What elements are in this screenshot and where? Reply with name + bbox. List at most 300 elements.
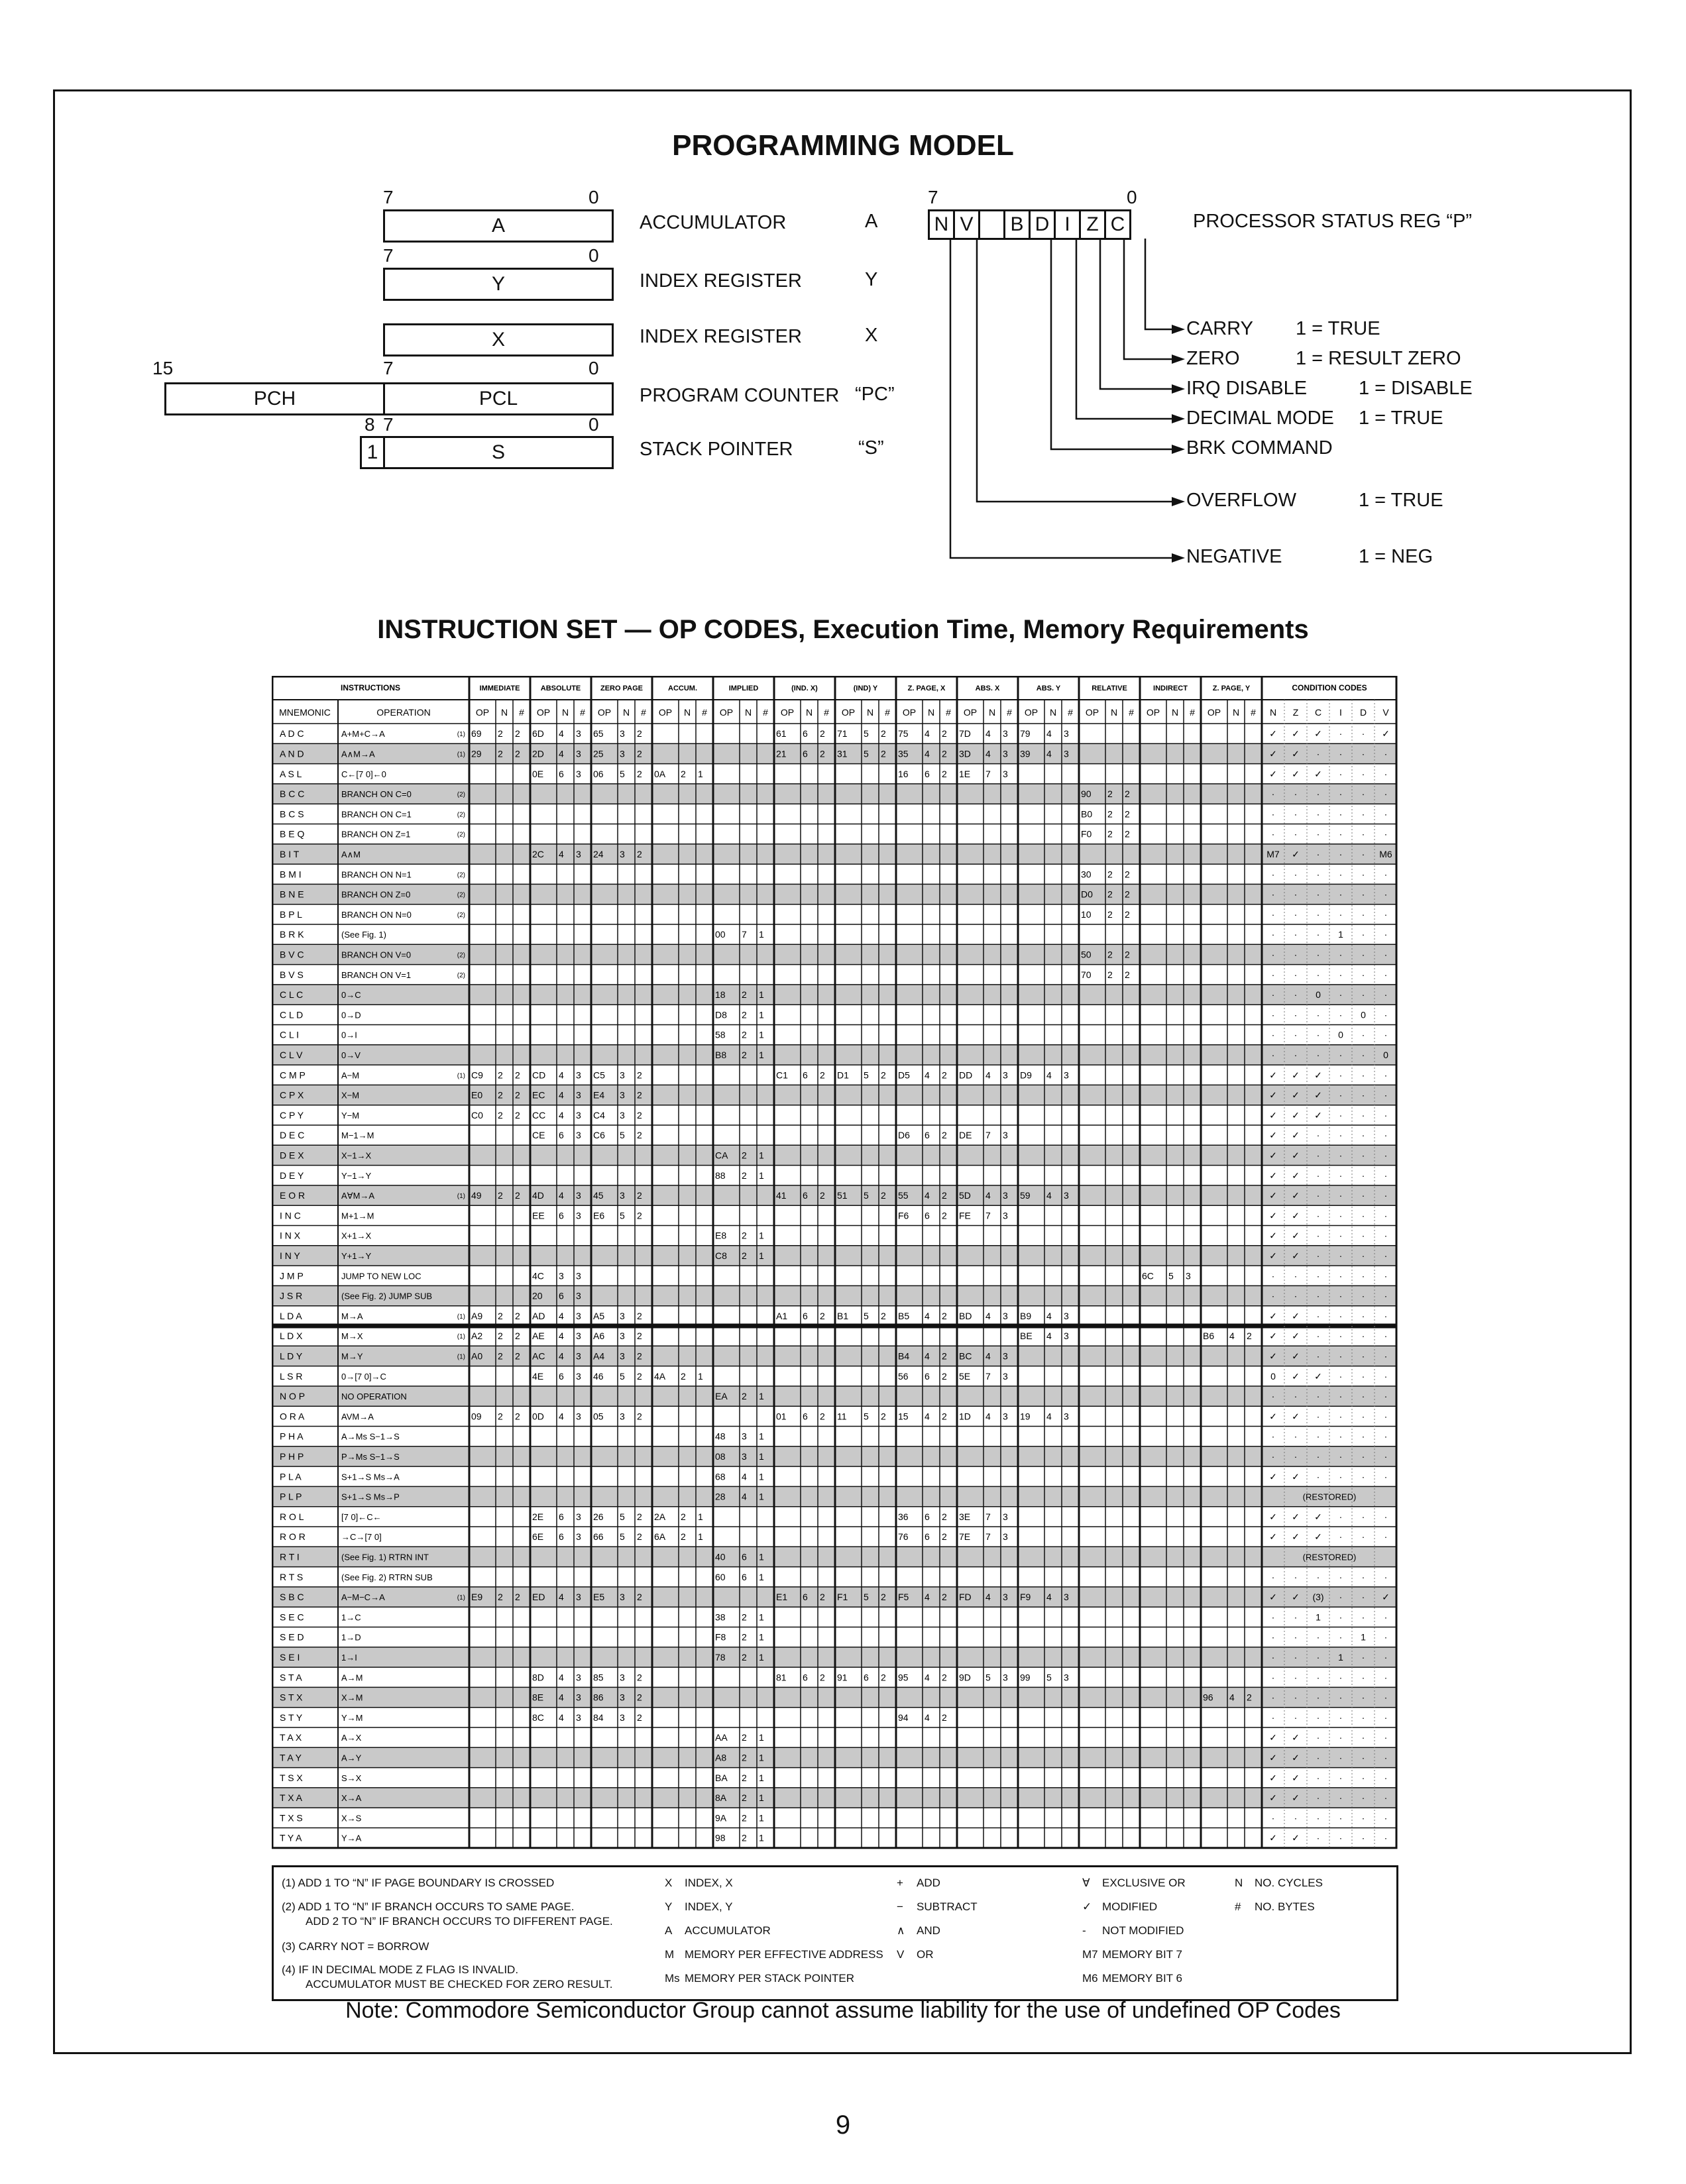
opcode-cell: AD	[532, 1310, 545, 1321]
mode-header: Z. PAGE, X	[907, 684, 946, 692]
operation-cell: A→Y	[341, 1753, 362, 1763]
opcode-cell: 2C	[532, 848, 544, 859]
legend-meaning: ADD	[917, 1877, 940, 1889]
opcode-cell: 2	[1107, 969, 1113, 980]
flag-decimal-mode: DECIMAL MODE	[1186, 408, 1334, 429]
opcode-cell: 4	[1046, 1331, 1052, 1342]
mode-header: (IND) Y	[853, 684, 878, 692]
sub-header: OP	[536, 707, 551, 718]
flag-cell: ·	[1339, 1069, 1343, 1081]
opcode-cell: 0A	[654, 768, 666, 779]
opcode-cell: B9	[1020, 1310, 1032, 1321]
flags-restored: (RESTORED)	[1302, 1552, 1357, 1562]
opcode-cell: 3	[1064, 1672, 1069, 1683]
sub-header: #	[519, 707, 524, 718]
opcode-cell: 1	[759, 989, 764, 1001]
flag-cell: ·	[1271, 1571, 1275, 1582]
sub-header: OP	[902, 707, 917, 718]
opcode-cell: 11	[837, 1411, 847, 1422]
register-s-symbol: “S”	[858, 437, 884, 459]
flag-cell: ·	[1339, 1230, 1343, 1241]
flag-cell: ✓	[1269, 1230, 1277, 1241]
opcode-cell: 6	[803, 728, 808, 739]
opcode-cell: 5D	[959, 1190, 971, 1201]
flag-cell: ✓	[1269, 768, 1277, 779]
flag-negative-value: 1 = NEG	[1359, 546, 1433, 567]
flag-cell: ·	[1271, 1651, 1275, 1663]
flag-cell: ·	[1361, 1290, 1365, 1301]
flag-carry: CARRY	[1186, 318, 1253, 339]
opcode-cell: 18	[715, 989, 726, 1001]
flag-cell: ·	[1339, 908, 1343, 920]
opcode-cell: 4	[925, 1069, 930, 1081]
opcode-cell: 2	[637, 1310, 642, 1321]
opcode-cell: 16	[898, 768, 909, 779]
sub-header: N	[1171, 707, 1179, 718]
mnemonic-cell: T Y A	[280, 1832, 302, 1843]
opcode-cell: 2	[637, 1130, 642, 1141]
sub-header: N	[622, 707, 630, 718]
opcode-cell: 2	[942, 728, 947, 739]
flag-cell: ·	[1361, 1471, 1365, 1482]
opcode-cell: 1	[759, 1009, 764, 1020]
flag-cell: ·	[1316, 1290, 1320, 1301]
flag-cell: ·	[1384, 1130, 1388, 1141]
flag-zero: ZERO	[1186, 348, 1240, 369]
flag-cell: ✓	[1269, 1772, 1277, 1783]
opcode-cell: 3	[620, 1310, 625, 1321]
opcode-cell: 7	[985, 1370, 991, 1382]
flag-cell: ·	[1316, 869, 1320, 880]
opcode-cell: 2	[1107, 889, 1113, 900]
opcode-cell: 2	[1107, 808, 1113, 820]
opcode-cell: 2	[1125, 889, 1130, 900]
flag-cell: ·	[1271, 1029, 1275, 1040]
mode-header: ABS. X	[975, 684, 1000, 692]
opcode-cell: 1	[759, 1752, 764, 1763]
opcode-cell: 2	[637, 1692, 642, 1703]
operation-cell: Y−M	[341, 1110, 360, 1120]
status-bit-n: N	[928, 209, 955, 240]
operation-cell: S→X	[341, 1773, 362, 1783]
opcode-cell: 2	[1247, 1692, 1252, 1703]
legend-meaning: NO. BYTES	[1255, 1900, 1315, 1913]
opcode-cell: 3	[1003, 1531, 1008, 1543]
opcode-cell: 6	[559, 1370, 564, 1382]
opcode-cell: 2	[942, 1531, 947, 1543]
register-x-box: X	[383, 323, 614, 356]
opcode-cell: 10	[1081, 908, 1092, 920]
flag-cell: ·	[1361, 1531, 1365, 1543]
page-number: 9	[835, 2110, 851, 2140]
flag-cell: ·	[1361, 1029, 1365, 1040]
flag-cell: ·	[1294, 1270, 1298, 1282]
opcode-cell: 2	[942, 1672, 947, 1683]
flag-cell: ·	[1339, 1130, 1343, 1141]
opcode-cell: 2	[637, 1331, 642, 1342]
flag-cell: ·	[1316, 1170, 1320, 1181]
flag-cell: ✓	[1269, 1411, 1277, 1422]
opcode-cell: 5	[864, 728, 869, 739]
flag-cell: ·	[1361, 1672, 1365, 1683]
operation-cell: A−M	[341, 1070, 360, 1081]
flag-header: Z	[1292, 707, 1299, 718]
flag-cell: ·	[1384, 929, 1388, 940]
opcode-cell: 24	[593, 848, 604, 859]
flag-cell: ·	[1361, 1089, 1365, 1101]
flag-cell: ·	[1384, 1190, 1388, 1201]
opcode-cell: 2	[515, 748, 520, 759]
opcode-cell: A8	[715, 1752, 727, 1763]
opcode-cell: 81	[776, 1672, 787, 1683]
opcode-cell: 91	[837, 1672, 848, 1683]
flag-cell: ·	[1294, 889, 1298, 900]
opcode-cell: 1	[759, 1491, 764, 1502]
legend-meaning: NOT MODIFIED	[1102, 1924, 1184, 1937]
flag-zero-value: 1 = RESULT ZERO	[1296, 348, 1461, 369]
mnemonic-cell: R O R	[280, 1531, 306, 1543]
flag-cell: ·	[1316, 1411, 1320, 1422]
mode-header: ACCUM.	[668, 684, 697, 692]
opcode-cell: 1	[759, 1792, 764, 1804]
opcode-cell: C6	[593, 1130, 605, 1141]
opcode-cell: 3	[742, 1431, 747, 1442]
opcode-cell: 2	[742, 1250, 747, 1261]
opcode-cell: 5	[985, 1672, 991, 1683]
opcode-cell: 1	[759, 1250, 764, 1261]
opcode-cell: 3	[1064, 1592, 1069, 1603]
opcode-cell: 3	[1003, 1210, 1008, 1221]
register-pc-symbol: “PC”	[855, 384, 895, 405]
opcode-cell: 41	[776, 1190, 787, 1201]
opcode-cell: 4	[985, 1069, 991, 1081]
flag-cell: ·	[1361, 929, 1365, 940]
operation-cell: AVM→A	[341, 1411, 374, 1422]
legend-meaning: EXCLUSIVE OR	[1102, 1877, 1186, 1889]
flag-cell: ·	[1384, 889, 1388, 900]
opcode-cell: D8	[715, 1009, 727, 1020]
opcode-cell: 2	[515, 1592, 520, 1603]
opcode-cell: 2	[820, 748, 825, 759]
opcode-cell: 3	[620, 1672, 625, 1683]
header-mnemonic: MNEMONIC	[279, 707, 331, 718]
flag-cell: ✓	[1269, 1250, 1277, 1261]
sub-header: OP	[1024, 707, 1039, 718]
opcode-cell: 3	[1003, 1350, 1008, 1362]
opcode-cell: 2	[515, 1089, 520, 1101]
flag-cell: ·	[1384, 1310, 1388, 1321]
flag-cell: ·	[1384, 1832, 1388, 1843]
opcode-cell: 4	[559, 1069, 564, 1081]
opcode-cell: BA	[715, 1772, 728, 1783]
mnemonic-cell: R O L	[280, 1511, 304, 1522]
opcode-cell: 6	[925, 1210, 930, 1221]
flag-cell: ✓	[1314, 1511, 1322, 1522]
opcode-cell: 5	[864, 748, 869, 759]
opcode-cell: 4	[985, 748, 991, 759]
flag-cell: ·	[1384, 1170, 1388, 1181]
flag-cell: ·	[1361, 1230, 1365, 1241]
flag-cell: ✓	[1292, 728, 1300, 739]
opcode-cell: 2	[515, 1411, 520, 1422]
flag-cell: ·	[1294, 1631, 1298, 1643]
flag-cell: ·	[1384, 969, 1388, 980]
flag-cell: 0	[1316, 989, 1321, 1001]
opcode-cell: 19	[1020, 1411, 1031, 1422]
opcode-cell: CA	[715, 1150, 728, 1161]
flag-cell: ·	[1361, 1190, 1365, 1201]
bit-label-0: 0	[589, 187, 599, 207]
opcode-cell: 1	[759, 1611, 764, 1623]
opcode-cell: 40	[715, 1551, 726, 1562]
register-y-label: INDEX REGISTER	[640, 270, 802, 292]
opcode-cell: 4A	[654, 1370, 666, 1382]
bit-label-0: 0	[589, 414, 599, 435]
flag-cell: ·	[1361, 1611, 1365, 1623]
opcode-cell: 2	[1125, 808, 1130, 820]
mnemonic-cell: J S R	[280, 1290, 303, 1301]
opcode-cell: 36	[898, 1511, 909, 1522]
flag-cell: ·	[1361, 1752, 1365, 1763]
legend-symbol: Ms	[665, 1972, 680, 1985]
mnemonic-cell: T X S	[280, 1812, 303, 1824]
flag-cell: ✓	[1292, 1511, 1300, 1522]
flag-cell: ·	[1294, 949, 1298, 960]
bit-label-7: 7	[383, 358, 394, 378]
mnemonic-cell: C L C	[280, 989, 304, 1001]
opcode-cell: 85	[593, 1672, 604, 1683]
opcode-cell: 2	[498, 748, 503, 759]
flag-cell: ✓	[1292, 1089, 1300, 1101]
opcode-cell: B5	[898, 1310, 910, 1321]
bit-label-0: 0	[589, 245, 599, 266]
flag-cell: ·	[1361, 1712, 1365, 1723]
opcode-cell: 3	[576, 1712, 581, 1723]
opcode-cell: 1	[759, 1230, 764, 1241]
flag-cell: ·	[1271, 1611, 1275, 1623]
flag-cell: ·	[1384, 1331, 1388, 1342]
flag-cell: ✓	[1292, 1832, 1300, 1843]
opcode-cell: 3	[620, 728, 625, 739]
flag-cell: ·	[1316, 1310, 1320, 1321]
mnemonic-cell: B R K	[280, 929, 304, 940]
opcode-cell: 5	[620, 1370, 625, 1382]
opcode-cell: 2	[681, 1370, 686, 1382]
legend-symbol: N	[1235, 1877, 1243, 1889]
operation-cell: M→X	[341, 1331, 363, 1342]
flag-cell: ✓	[1382, 1592, 1390, 1603]
opcode-cell: D1	[837, 1069, 849, 1081]
opcode-cell: F9	[1020, 1592, 1031, 1603]
opcode-cell: 3	[576, 1511, 581, 1522]
footnote-ref: (1)	[457, 1594, 465, 1602]
legend-meaning: OR	[917, 1948, 934, 1961]
flag-cell: ✓	[1292, 1250, 1300, 1261]
flag-cell: ·	[1361, 1592, 1365, 1603]
opcode-cell: 1	[759, 1812, 764, 1824]
legend-meaning: MEMORY BIT 6	[1102, 1972, 1182, 1985]
flag-cell: ·	[1361, 1431, 1365, 1442]
opcode-cell: 2	[515, 1350, 520, 1362]
mnemonic-cell: D E C	[280, 1130, 305, 1141]
legend-symbol: Y	[665, 1900, 673, 1913]
legend-meaning: AND	[917, 1924, 940, 1937]
flag-cell: ·	[1339, 1331, 1343, 1342]
opcode-cell: 5	[1168, 1270, 1174, 1282]
opcode-cell: 3	[1003, 1592, 1008, 1603]
flag-cell: ·	[1294, 1651, 1298, 1663]
flag-cell: ·	[1271, 869, 1275, 880]
opcode-cell: 76	[898, 1531, 909, 1543]
opcode-cell: 3	[576, 1089, 581, 1101]
opcode-cell: 2	[742, 1150, 747, 1161]
opcode-cell: FD	[959, 1592, 972, 1603]
bit-label-7: 7	[383, 187, 394, 207]
operation-cell: BRANCH ON C=1	[341, 809, 412, 820]
status-register-label: PROCESSOR STATUS REG “P”	[1193, 211, 1473, 232]
opcode-cell: 4	[925, 1592, 930, 1603]
mnemonic-cell: B C C	[280, 789, 305, 800]
opcode-cell: 79	[1020, 728, 1031, 739]
flag-cell: ·	[1384, 1712, 1388, 1723]
opcode-cell: 0E	[532, 768, 544, 779]
status-bit-c: C	[1104, 209, 1131, 240]
flag-cell: 1	[1316, 1611, 1321, 1623]
opcode-cell: 4	[925, 1411, 930, 1422]
sub-header: #	[580, 707, 585, 718]
opcode-cell: 2	[1107, 789, 1113, 800]
opcode-cell: 3	[1003, 748, 1008, 759]
flag-cell: ✓	[1314, 1089, 1322, 1101]
flag-cell: ·	[1316, 1772, 1320, 1783]
opcode-cell: 4	[985, 1310, 991, 1321]
flag-cell: ·	[1316, 1230, 1320, 1241]
flag-cell: ✓	[1292, 748, 1300, 759]
mode-header: RELATIVE	[1092, 684, 1127, 692]
register-s-box: S	[383, 436, 614, 469]
mnemonic-cell: C L V	[280, 1049, 303, 1060]
opcode-cell: 3	[576, 1270, 581, 1282]
flag-cell: ✓	[1269, 748, 1277, 759]
operation-cell: S+1→S Ms→P	[341, 1492, 400, 1502]
opcode-cell: 2	[742, 1009, 747, 1020]
opcode-cell: 4	[925, 1310, 930, 1321]
flag-cell: ✓	[1269, 1471, 1277, 1482]
opcode-cell: A0	[471, 1350, 483, 1362]
opcode-cell: 1	[759, 1551, 764, 1562]
mnemonic-cell: B I T	[280, 848, 300, 859]
opcode-cell: 68	[715, 1471, 726, 1482]
operation-cell: (See Fig. 2) RTRN SUB	[341, 1572, 433, 1582]
flag-cell: ·	[1384, 1792, 1388, 1804]
opcode-cell: 1	[698, 1370, 703, 1382]
flag-cell: ✓	[1314, 1370, 1322, 1382]
programming-model-title: PROGRAMMING MODEL	[672, 129, 1014, 162]
opcode-cell: 3	[1186, 1270, 1191, 1282]
operation-cell: Y→A	[341, 1833, 362, 1843]
flag-cell: ·	[1271, 1009, 1275, 1020]
opcode-cell: 28	[715, 1491, 726, 1502]
opcode-cell: 3	[576, 1109, 581, 1120]
opcode-cell: 2	[637, 848, 642, 859]
opcode-cell: 1	[759, 1450, 764, 1462]
opcode-cell: 2	[942, 1592, 947, 1603]
operation-cell: 0→C	[341, 990, 361, 1001]
operation-cell: 1→C	[341, 1612, 361, 1623]
opcode-cell: 2	[637, 1350, 642, 1362]
opcode-cell: 3	[1003, 1411, 1008, 1422]
status-bit-i: I	[1054, 209, 1081, 240]
opcode-cell: 2	[1247, 1331, 1252, 1342]
legend-meaning: INDEX, Y	[685, 1900, 733, 1913]
opcode-cell: 4	[559, 848, 564, 859]
operation-cell: A∧M	[341, 849, 361, 859]
flag-cell: ·	[1384, 1089, 1388, 1101]
opcode-cell: 75	[898, 728, 909, 739]
status-bit-b: B	[1003, 209, 1031, 240]
mode-header: ABS. Y	[1036, 684, 1061, 692]
flag-cell: ✓	[1292, 1130, 1300, 1141]
flag-cell: ·	[1384, 1692, 1388, 1703]
opcode-cell: 2	[498, 1350, 503, 1362]
operation-cell: (See Fig. 2) JUMP SUB	[341, 1291, 433, 1301]
mnemonic-cell: S T Y	[280, 1712, 303, 1723]
opcode-cell: E6	[593, 1210, 605, 1221]
opcode-cell: 2	[881, 748, 886, 759]
flag-cell: ·	[1339, 1250, 1343, 1261]
mnemonic-cell: P H P	[280, 1450, 304, 1462]
sub-header: #	[1129, 707, 1134, 718]
flag-cell: ·	[1384, 748, 1388, 759]
operation-cell: (See Fig. 1) RTRN INT	[341, 1552, 429, 1562]
opcode-cell: B1	[837, 1310, 849, 1321]
opcode-cell: 7	[985, 1130, 991, 1141]
flag-cell: ·	[1271, 1290, 1275, 1301]
opcode-cell: C9	[471, 1069, 483, 1081]
note-4a: (4) IF IN DECIMAL MODE Z FLAG IS INVALID.	[282, 1963, 519, 1976]
flag-cell: ·	[1361, 1812, 1365, 1824]
sub-header: N	[500, 707, 508, 718]
opcode-cell: 66	[593, 1531, 604, 1543]
flag-cell: ·	[1294, 908, 1298, 920]
flag-cell: ✓	[1292, 1370, 1300, 1382]
opcode-cell: 3	[1064, 748, 1069, 759]
flag-header: N	[1269, 707, 1277, 718]
operation-cell: P→Ms S−1→S	[341, 1451, 400, 1462]
mnemonic-cell: T S X	[280, 1772, 303, 1783]
opcode-cell: DD	[959, 1069, 973, 1081]
mnemonic-cell: O R A	[280, 1411, 305, 1422]
footnote-ref: (1)	[457, 1193, 465, 1201]
opcode-cell: 2	[515, 1109, 520, 1120]
sub-header: N	[927, 707, 935, 718]
operation-cell: BRANCH ON N=0	[341, 909, 412, 920]
opcode-cell: 6	[864, 1672, 869, 1683]
flag-cell: ·	[1271, 1812, 1275, 1824]
opcode-cell: 4	[925, 1190, 930, 1201]
opcode-cell: 3	[620, 1069, 625, 1081]
flag-header: D	[1359, 707, 1367, 718]
flag-cell: ✓	[1292, 768, 1300, 779]
header-condition-codes: CONDITION CODES	[1292, 683, 1367, 692]
opcode-cell: 4	[559, 1310, 564, 1321]
opcode-cell: 2	[498, 1109, 503, 1120]
opcode-cell: 2	[637, 748, 642, 759]
mnemonic-cell: C L I	[280, 1029, 300, 1040]
flag-cell: ·	[1316, 908, 1320, 920]
opcode-cell: 4	[1046, 1592, 1052, 1603]
flag-cell: ·	[1271, 1270, 1275, 1282]
